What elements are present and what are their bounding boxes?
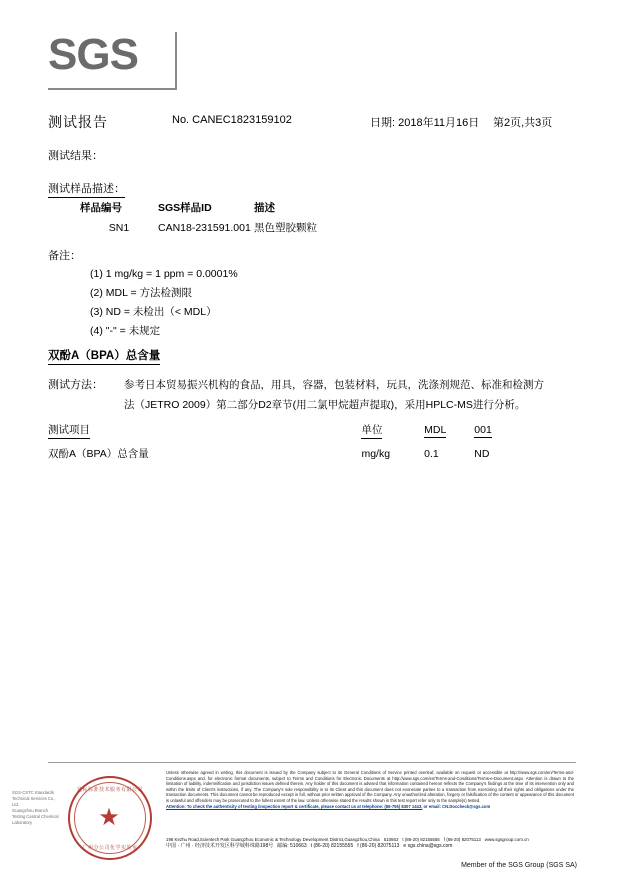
sample-col-header-desc: 描述: [254, 202, 275, 214]
sample-cell-sgsid: CAN18-231591.001: [158, 221, 251, 234]
sample-col-header-sgsid: SGS样品ID: [158, 202, 212, 214]
stamp-side-caption: [12, 790, 60, 826]
table-header-row: [80, 200, 374, 220]
footer-address-en-tel: t (86-20) 82155555: [402, 837, 440, 842]
table-row: [80, 220, 374, 235]
test-method-line: 法（JETRO 2009）第二部分D2章节(用二氯甲烷超声提取)，采用HPLC-MS进行分析。: [124, 399, 526, 411]
sample-description-label: 测试样品描述：: [48, 180, 125, 198]
footer-member-line: Member of the SGS Group (SGS SA): [461, 862, 577, 869]
result-col-header-unit: 单位: [361, 422, 424, 442]
stamp-side-caption-line1: SGS-CSTC Standards Technical Services Co., Ltd.: [12, 790, 56, 807]
footer-address-cn-fax: f (86-20) 82075113: [357, 843, 400, 849]
star-icon: ★: [98, 804, 120, 831]
remark-item: (3) ND = 未检出（< MDL）: [90, 306, 217, 318]
footer-address-en: 198 Kezhu Road,Scientech Park Guangzhou Economic & Technology Development District,Guangzhou,China: [166, 837, 380, 842]
test-method-text: [124, 375, 544, 415]
sgs-logo-text: SGS: [48, 30, 138, 79]
sample-cell-id: SN1: [108, 221, 130, 234]
logo-underline: [48, 88, 177, 90]
footer-legal-text: [166, 770, 574, 809]
footer-legal-paragraph: Unless otherwise agreed in writing, this document is issued by the Company subject to its General Conditions of Service printed overleaf, available on request or accessible at http://www.sgs.com/en/Terms-and-Conditions.aspx and, for electronic format documents, subject to Terms and Conditions for Electronic Documents at http://www.sgs.com/en/Terms-and-Conditions/Terms-e-Document.aspx. Attention is drawn to the limitation of liability, indemnification and jurisdiction issues defined therein. Any holder of this document is advised that information contained hereon reflects the Company's findings at the time of its intervention only and within the limits of Client's instructions, if any. The Company's sole responsibility is to its Client and this document does not exonerate parties to a transaction from exercising all their rights and obligations under the transaction documents. This document cannot be reproduced except in full, without prior written approval of the Company. Any unauthorized alteration, forgery or falsification of the content or appearance of this document is unlawful and offenders may be prosecuted to the fullest extent of the law. Unless otherwise stated the results shown in this test report refer only to the sample(s) tested.: [166, 770, 574, 803]
footer-divider: [48, 762, 576, 763]
sgs-logo: [48, 32, 168, 90]
seal-bottom-text: 广州分公司化学实验室: [82, 845, 138, 851]
footer-doccheck-email[interactable]: or email: CN.Doccheck@sgs.com: [423, 803, 491, 809]
page-indicator: 第2页,共3页: [493, 117, 553, 129]
page-title: 测试报告: [48, 114, 108, 130]
test-method-label: 测试方法：: [48, 379, 103, 391]
seal-top-text: 通标标准技术服务有限公司: [76, 787, 143, 793]
table-header-row: [48, 422, 537, 442]
result-col-header-001: 001: [474, 423, 492, 436]
result-col-header-mdl: MDL: [424, 423, 447, 436]
footer-address-en-fax: f (86-20) 82075113: [443, 837, 481, 842]
table-row: [48, 442, 537, 461]
test-method-line: 参考日本贸易振兴机构的食品，用具，容器，包装材料，玩具，洗涤剂规范、标准和检测方: [124, 379, 544, 391]
footer-address-cn-row: [166, 843, 574, 850]
result-cell-mdl: 0.1: [424, 447, 439, 460]
stamp-side-caption-line2: Guangzhou Branch Testing Central Chemical Laboratory: [12, 808, 59, 825]
footer-address-en-zip: 510663: [383, 837, 399, 842]
footer-address-cn-email[interactable]: e sgs.china@sgs.com: [403, 843, 453, 849]
report-number: No. CANEC1823159102: [172, 114, 292, 126]
section-heading-bpa: 双酚A（BPA）总含量: [48, 347, 160, 365]
footer-address-en-web[interactable]: www.sgsgroup.com.cn: [484, 837, 529, 842]
result-cell-unit: mg/kg: [361, 447, 391, 460]
results-label: 测试结果：: [48, 150, 103, 162]
footer-address-cn-zip: 邮编: 510663: [277, 843, 307, 849]
sample-table: [80, 200, 374, 235]
sample-cell-desc: 黑色塑胶颗粒: [254, 222, 317, 234]
remarks-label: 备注：: [48, 250, 81, 262]
remark-item: (4) "-" = 未规定: [90, 325, 161, 337]
result-col-header-item: 测试项目: [48, 422, 361, 442]
footer-attention-line[interactable]: Attention: To check the authenticity of testing /inspection report & certificate, please contact us at telephone: (86-755) 8307 1443,: [166, 803, 423, 809]
result-table: [48, 422, 537, 461]
logo-vertical-rule: [175, 32, 177, 90]
report-date: 日期: 2018年11月16日: [370, 117, 480, 129]
footer-address-cn: 中国 · 广州 · 经济技术开发区科学城科珠路198号: [166, 843, 274, 849]
footer-address-block: [166, 836, 574, 850]
sample-col-header-id: 样品编号: [80, 202, 122, 214]
remark-item: (2) MDL = 方法检测限: [90, 287, 192, 299]
remarks-list: [90, 265, 238, 341]
result-cell-item: 双酚A（BPA）总含量: [48, 448, 149, 460]
remark-item: (1) 1 mg/kg = 1 ppm = 0.0001%: [90, 268, 238, 280]
company-seal-stamp: [62, 772, 158, 868]
result-cell-value: ND: [474, 447, 490, 460]
footer-address-cn-tel: t (86-20) 82155555: [310, 843, 354, 849]
footer-address-en-row: [166, 836, 574, 843]
